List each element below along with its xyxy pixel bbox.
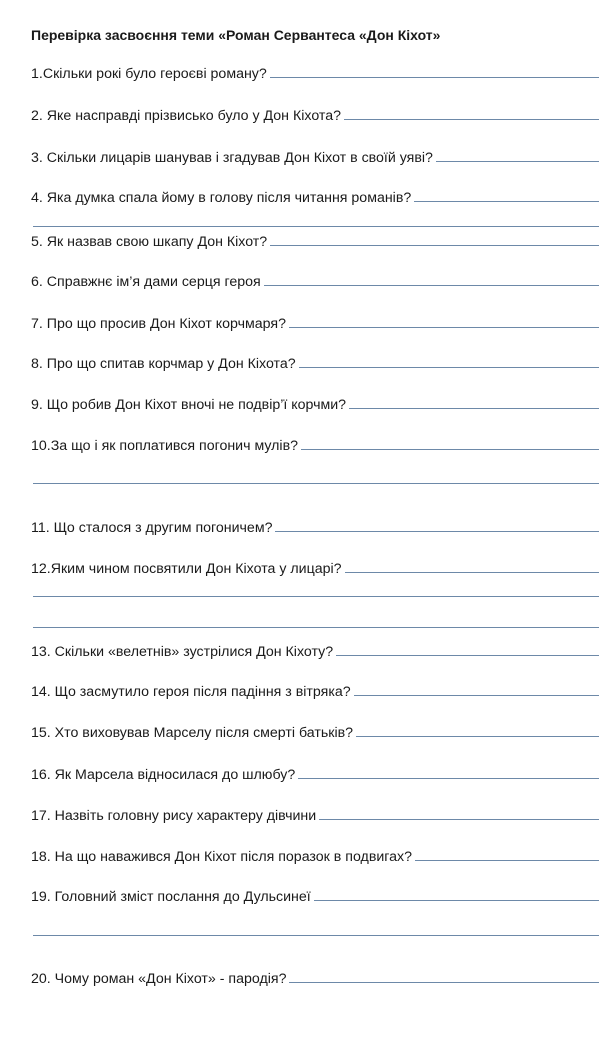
answer-line[interactable] [336,654,599,656]
answer-line-extra[interactable] [33,935,599,936]
answer-line-extra[interactable] [33,627,599,628]
question-text: 17. Назвіть головну рису характеру дівчини [31,808,317,824]
question-17 [31,804,599,824]
question-18 [31,845,599,865]
question-text: 6. Справжнє ім’я дами серця героя [31,274,261,290]
question-16 [31,763,599,783]
question-13 [31,640,599,660]
question-9 [31,393,599,413]
question-2 [31,104,599,124]
question-text: 16. Як Марсела відносилася до шлюбу? [31,767,296,783]
question-text: 14. Що засмутило героя після падіння з вітряка? [31,684,351,700]
question-20 [31,967,599,987]
question-text: 5. Як назвав свою шкапу Дон Кіхот? [31,234,268,250]
answer-line[interactable] [275,530,599,532]
question-text: 7. Про що просив Дон Кіхот корчмаря? [31,316,286,332]
answer-line[interactable] [298,777,599,779]
question-4 [31,186,599,206]
question-1 [31,62,599,82]
question-text: 20. Чому роман «Дон Кіхот» - пародія? [31,971,287,987]
question-6 [31,270,599,290]
question-11 [31,516,599,536]
answer-line[interactable] [270,76,599,78]
question-text: 8. Про що спитав корчмар у Дон Кіхота? [31,356,296,372]
answer-line[interactable] [344,118,599,120]
answer-line[interactable] [349,407,599,409]
answer-line[interactable] [414,200,599,202]
question-15 [31,721,599,741]
answer-line[interactable] [289,326,599,328]
question-3 [31,146,599,166]
question-text: 11. Що сталося з другим погоничем? [31,520,273,536]
question-10 [31,434,599,454]
question-text: 4. Яка думка спала йому в голову після читання романів? [31,190,412,206]
answer-line[interactable] [356,735,599,737]
worksheet-title: Перевірка засвоєння теми «Роман Сервантеса «Дон Кіхот» [31,27,441,43]
question-7 [31,312,599,332]
question-8 [31,352,599,372]
question-text: 10.За що і як поплатився погонич мулів? [31,438,298,454]
answer-line[interactable] [314,899,599,901]
answer-line[interactable] [270,244,599,246]
question-5 [31,230,599,250]
question-text: 1.Скільки рокі було героєві роману? [31,66,267,82]
question-text: 12.Яким чином посвятили Дон Кіхота у лицарі? [31,561,342,577]
answer-line[interactable] [319,818,599,820]
question-text: 2. Яке насправді прізвисько було у Дон Кіхота? [31,108,342,124]
answer-line[interactable] [415,859,599,861]
question-12 [31,557,599,577]
question-text: 18. На що наважився Дон Кіхот після поразок в подвигах? [31,849,413,865]
answer-line[interactable] [264,284,599,286]
question-text: 9. Що робив Дон Кіхот вночі не подвір’ї корчми? [31,397,347,413]
question-19 [31,885,599,905]
answer-line-extra[interactable] [33,226,599,227]
answer-line[interactable] [299,366,599,368]
question-text: 3. Скільки лицарів шанував і згадував Дон Кіхот в своїй уяві? [31,150,433,166]
answer-line-extra[interactable] [33,596,599,597]
answer-line[interactable] [354,694,599,696]
answer-line[interactable] [436,160,599,162]
question-14 [31,680,599,700]
answer-line[interactable] [289,981,599,983]
answer-line[interactable] [345,571,599,573]
question-text: 15. Хто виховував Марселу після смерті батьків? [31,725,354,741]
question-text: 13. Скільки «велетнів» зустрілися Дон Кіхоту? [31,644,334,660]
answer-line[interactable] [301,448,599,450]
answer-line-extra[interactable] [33,483,599,484]
question-text: 19. Головний зміст послання до Дульсинеї [31,889,311,905]
